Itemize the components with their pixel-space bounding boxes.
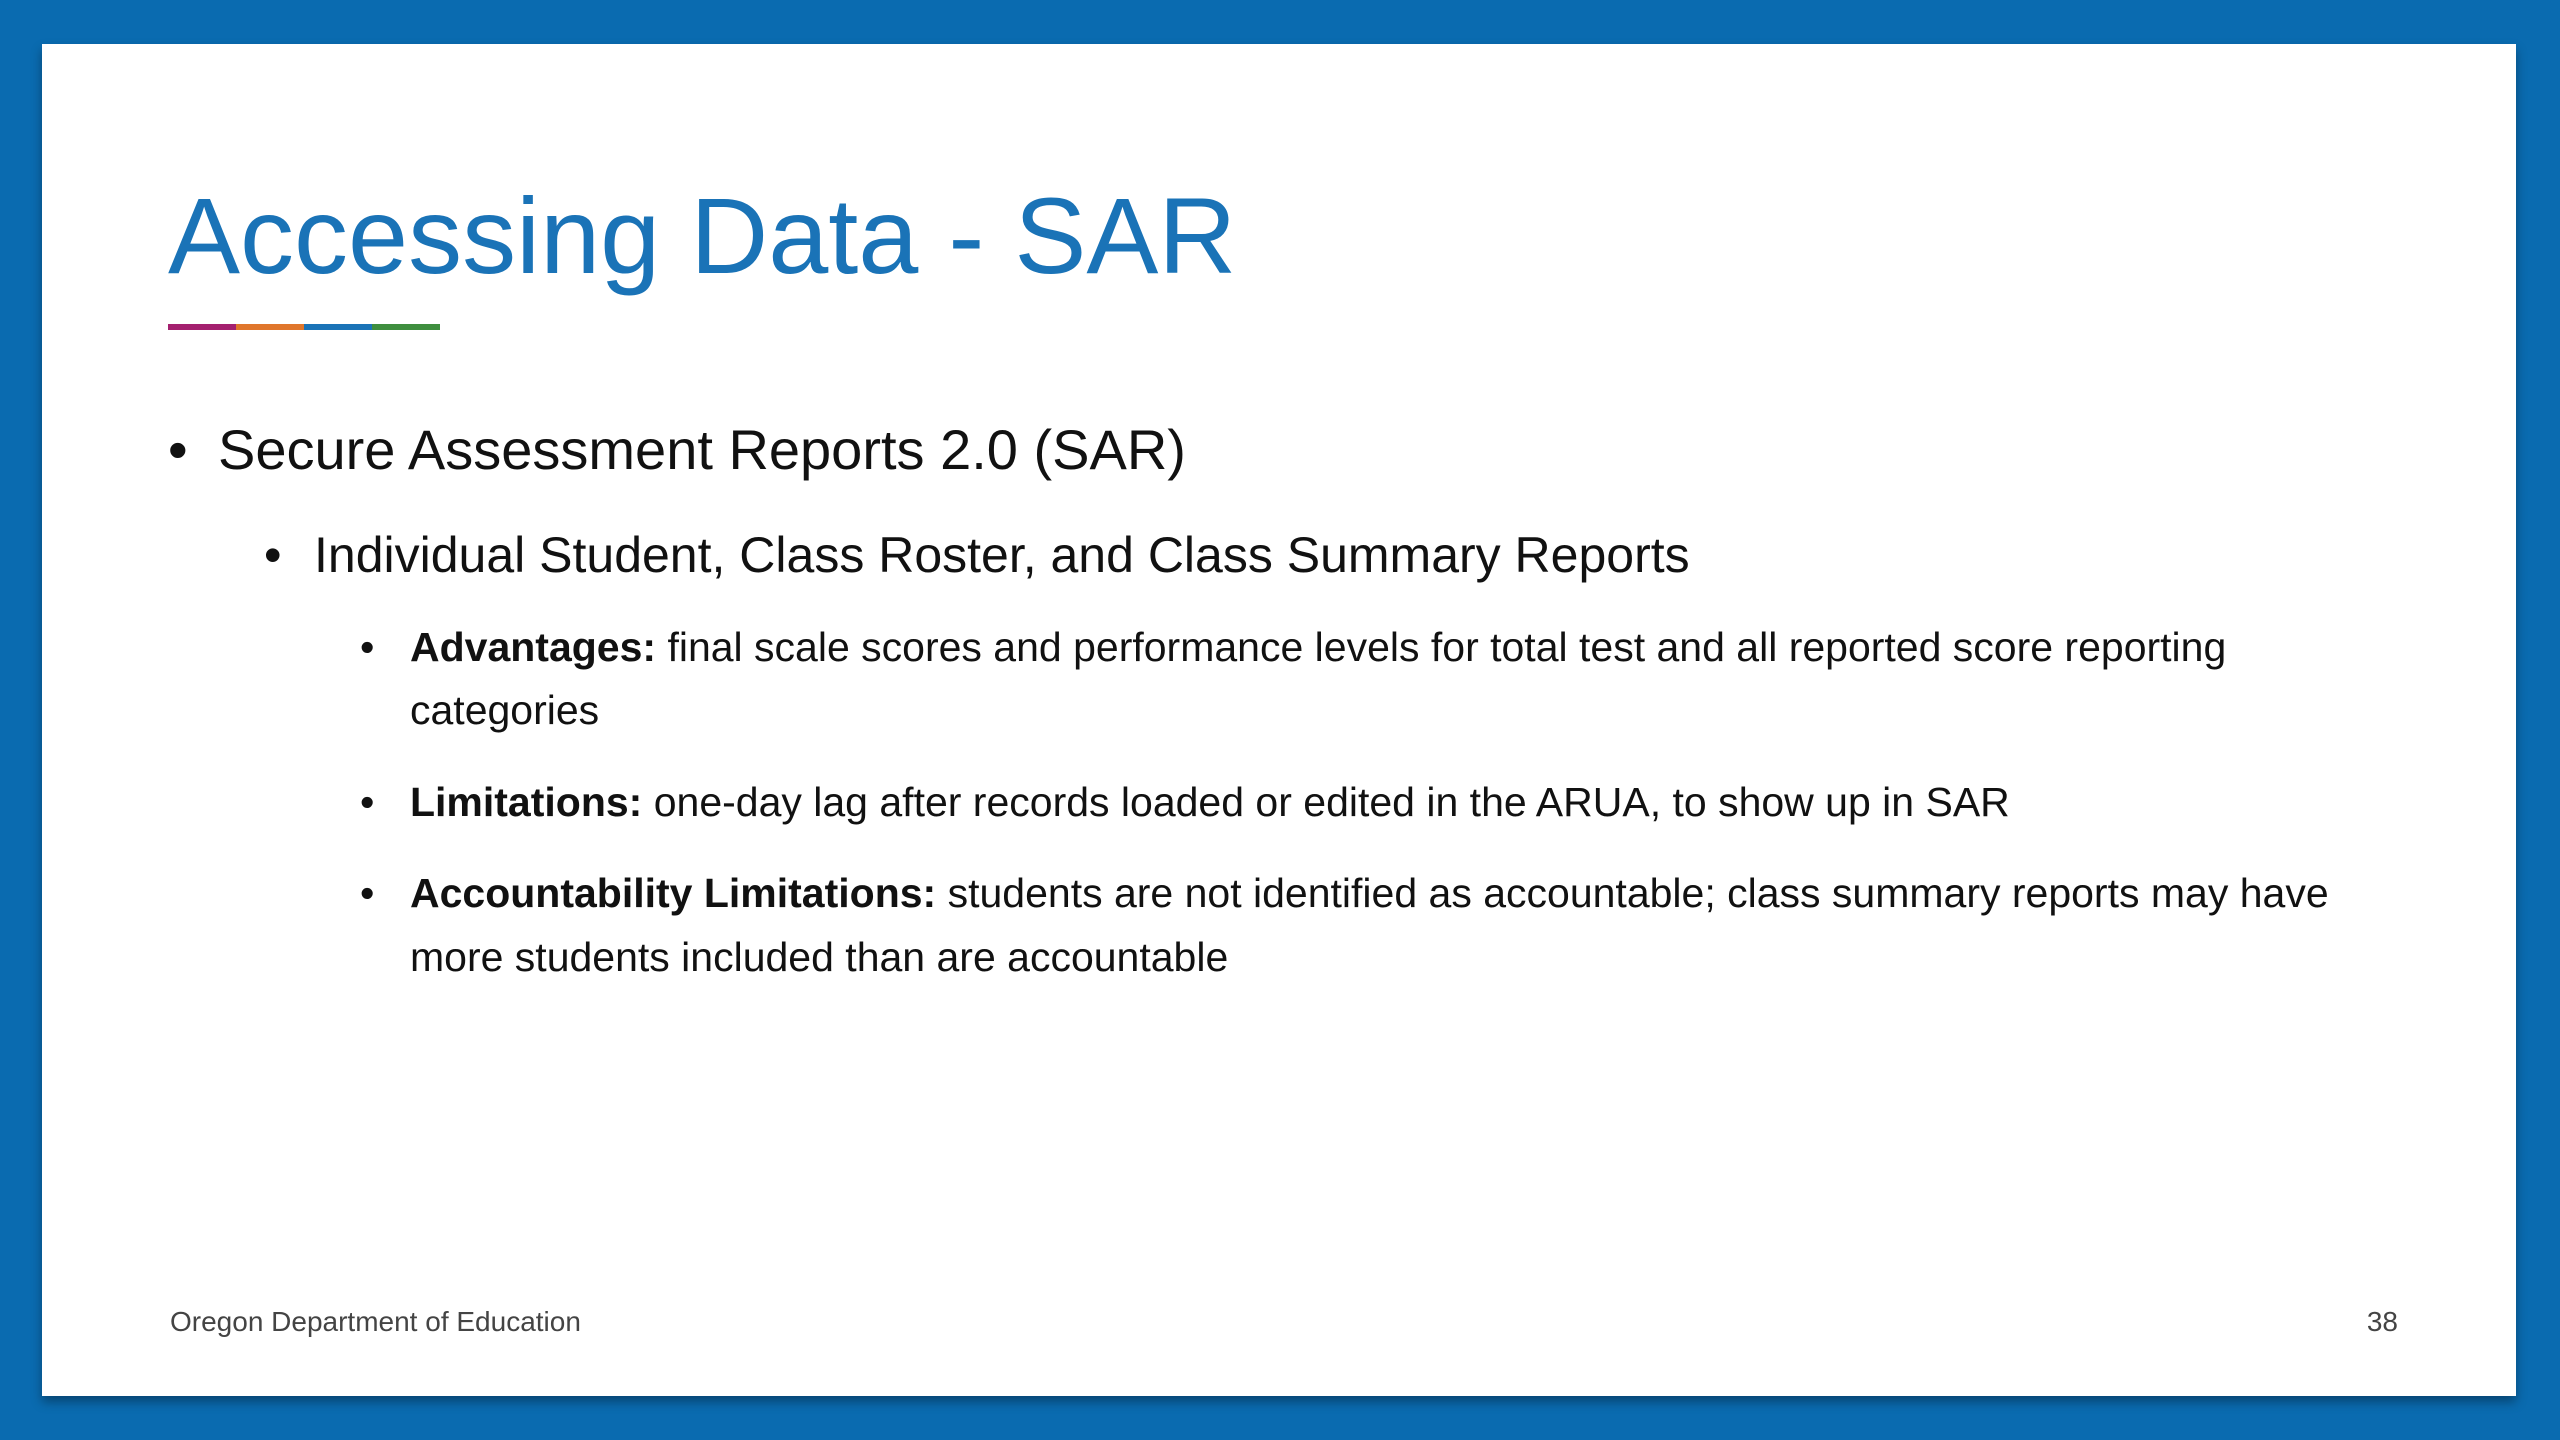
slide-title: Accessing Data - SAR: [168, 175, 1237, 296]
limitations-label: Limitations:: [410, 778, 643, 825]
accent-segment-magenta: [168, 324, 236, 330]
advantages-label: Advantages:: [410, 623, 657, 670]
accent-segment-green: [372, 324, 440, 330]
limitations-text: one-day lag after records loaded or edited in the ARUA, to show up in SAR: [642, 778, 2010, 825]
footer-organization: Oregon Department of Education: [170, 1306, 581, 1337]
bullet-limitations: [360, 771, 2418, 835]
bullet-sar-text: Secure Assessment Reports 2.0 (SAR): [218, 418, 1186, 481]
accountability-text: students are not identified as accountable; class summary reports may have more students included than are accountable: [410, 870, 2329, 980]
bullet-advantages: [360, 616, 2418, 743]
accent-segment-blue: [304, 324, 372, 330]
accountability-label: Accountability Limitations:: [410, 870, 937, 917]
footer-page-number: 38: [2366, 1306, 2398, 1337]
bullet-list: [168, 414, 2418, 1018]
bullet-reports-text: Individual Student, Class Roster, and Class Summary Reports: [314, 526, 1690, 583]
accent-segment-orange: [236, 324, 304, 330]
advantages-text: final scale scores and performance levels for total test and all reported score reporting categories: [410, 623, 2227, 734]
bullet-accountability: [360, 862, 2418, 989]
title-accent-bar: [168, 324, 440, 330]
bullet-reports: [264, 523, 2418, 588]
slide: [42, 44, 2516, 1396]
bullet-sar: [168, 414, 2418, 487]
